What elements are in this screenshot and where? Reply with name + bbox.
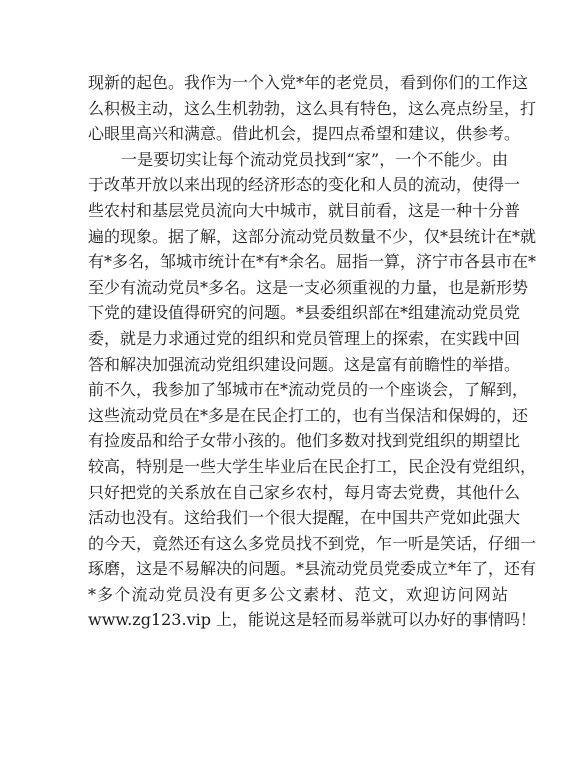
text-line: 只好把党的关系放在自己家乡农村，每月寄去党费，其他什么 xyxy=(88,482,521,502)
text-line: 委，就是力求通过党的组织和党员管理上的探索，在实践中回 xyxy=(88,328,521,348)
text-line: 有*多名，邹城市统计在*有*余名。屈指一算，济宁市各县市在* xyxy=(88,252,537,272)
text-line: 较高，特别是一些大学生毕业后在民企打工，民企没有党组织， xyxy=(88,456,537,476)
text-line: 这些流动党员在*多是在民企打工的，也有当保洁和保姆的，还 xyxy=(88,405,529,425)
paragraph-2 xyxy=(88,147,537,633)
text-line: 琢磨，这是不易解决的问题。*县流动党员党委成立*年了，还有 xyxy=(88,559,537,579)
text-line: 一是要切实让每个流动党员找到“家”，一个不能少。由 xyxy=(121,149,508,169)
text-line: *多个流动党员没有更多公文素材、范文，欢迎访问网站 xyxy=(88,584,508,604)
text-line: 有捡废品和给子女带小孩的。他们多数对找到党组织的期望比 xyxy=(88,431,521,451)
text-line: 么积极主动，这么生机勃勃，这么具有特色，这么亮点纷呈，打 xyxy=(88,98,537,118)
text-line: www.zg123.vip 上，能说这是轻而易举就可以办好的事情吗！ xyxy=(88,610,537,630)
text-line: 于改革开放以来出现的经济形态的变化和人员的流动，使得一 xyxy=(88,175,521,195)
text-line: 遍的现象。据了解，这部分流动党员数量不少，仅*县统计在*就 xyxy=(88,226,537,246)
paragraph-1 xyxy=(88,70,537,147)
text-line: 些农村和基层党员流向大中城市，就目前看，这是一种十分普 xyxy=(88,200,521,220)
text-line: 前不久，我参加了邹城市在*流动党员的一个座谈会，了解到， xyxy=(88,380,529,400)
document-body xyxy=(88,70,537,633)
text-line: 心眼里高兴和满意。借此机会，提四点希望和建议，供参考。 xyxy=(88,124,521,144)
text-line: 现新的起色。我作为一个入党*年的老党员，看到你们的工作这 xyxy=(88,73,529,92)
text-line: 答和解决加强流动党组织建设问题。这是富有前瞻性的举措。 xyxy=(88,354,521,374)
text-line: 的今天，竟然还有这么多党员找不到党，乍一听是笑话，仔细一 xyxy=(88,533,537,553)
text-line: 至少有流动党员*多名。这是一支必须重视的力量，也是新形势 xyxy=(88,277,529,297)
text-line: 下党的建设值得研究的问题。*县委组织部在*组建流动党员党 xyxy=(88,303,521,323)
text-line: 活动也没有。这给我们一个很大提醒，在中国共产党如此强大 xyxy=(88,508,521,528)
